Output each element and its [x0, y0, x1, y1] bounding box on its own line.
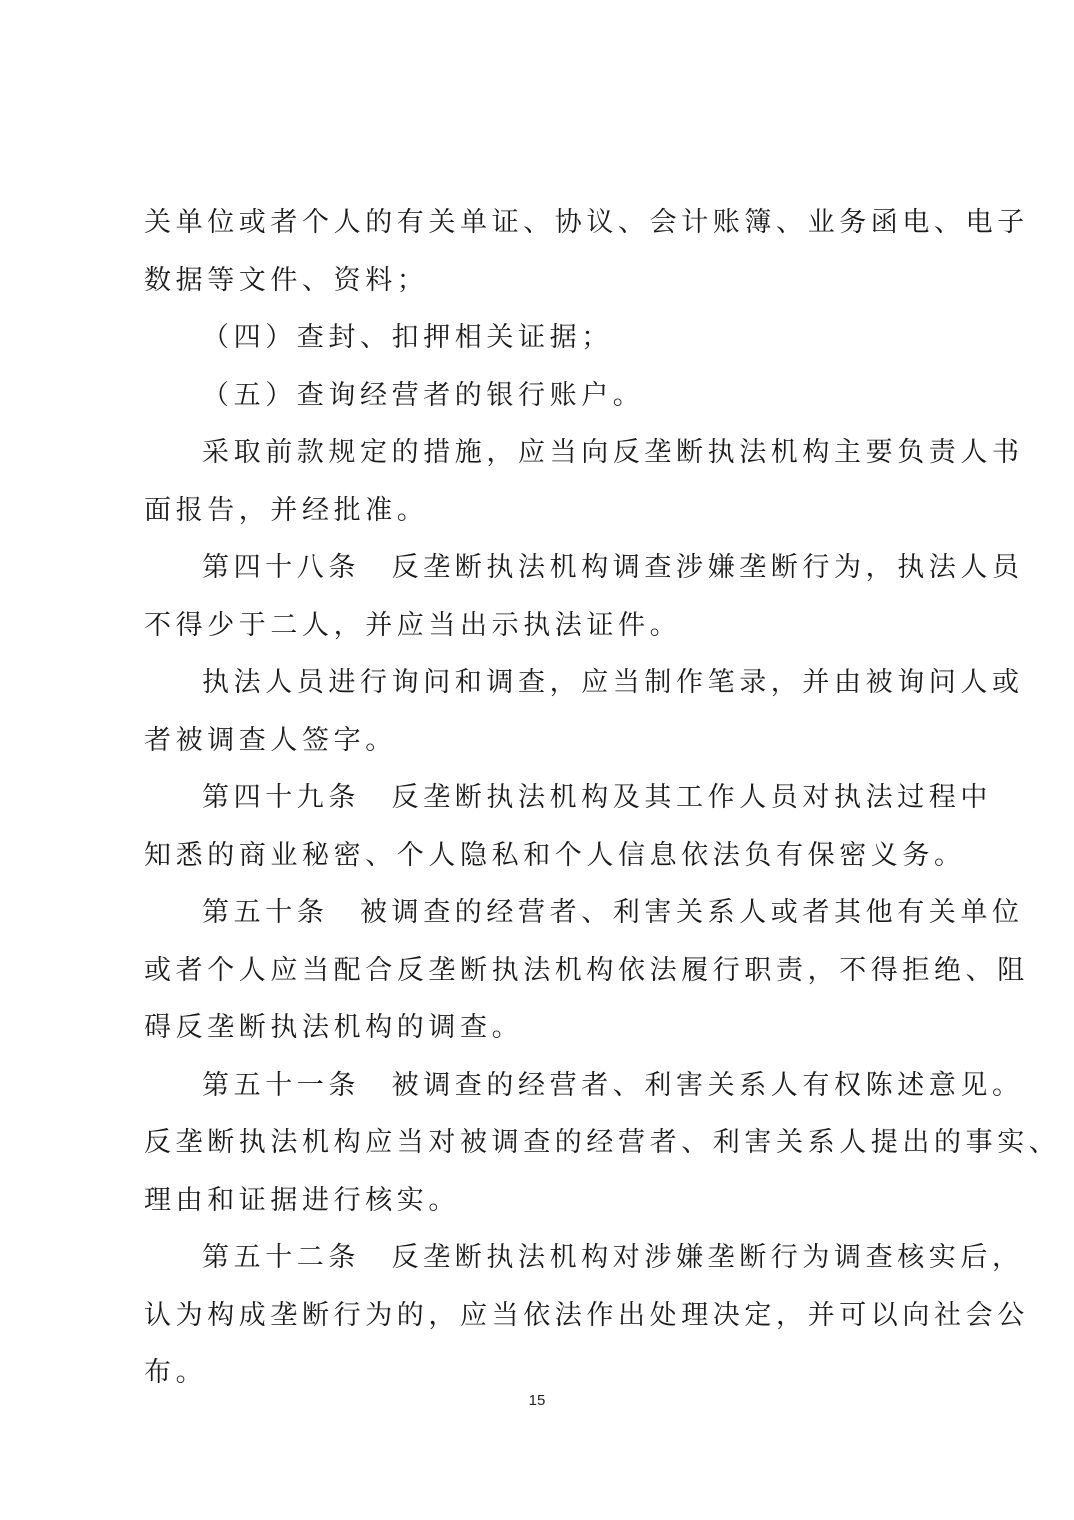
text-line-paragraph-start: 采取前款规定的措施，应当向反垄断执法机构主要负责人书 — [202, 437, 1024, 468]
article-51-start: 第五十一条 被调查的经营者、利害关系人有权陈述意见。 — [202, 1069, 1024, 1101]
article-48-start: 第四十八条 反垄断执法机构调查涉嫌垄断行为，执法人员 — [202, 552, 1024, 583]
text-line-continuation: 反垄断执法机构应当对被调查的经营者、利害关系人提出的事实、 — [144, 1127, 1061, 1158]
article-52-start: 第五十二条 反垄断执法机构对涉嫌垄断行为调查核实后， — [202, 1242, 1024, 1273]
text-line-continuation: 面报告，并经批准。 — [144, 494, 429, 526]
text-line-continuation: 关单位或者个人的有关单证、协议、会计账簿、业务函电、电子 — [144, 207, 1029, 238]
text-line-continuation: 或者个人应当配合反垄断执法机构依法履行职责，不得拒绝、阻 — [144, 954, 1029, 986]
text-line-continuation: 布。 — [144, 1357, 208, 1388]
text-line-continuation: 知悉的商业秘密、个人隐私和个人信息依法负有保密义务。 — [144, 839, 966, 871]
text-line-continuation: 者被调查人签字。 — [144, 724, 397, 756]
text-line-continuation: 数据等文件、资料； — [144, 264, 429, 296]
text-line-item-five: （五）查询经营者的银行账户。 — [202, 379, 645, 411]
text-line-continuation: 不得少于二人，并应当出示执法证件。 — [144, 609, 682, 641]
page-number: 15 — [528, 1392, 546, 1409]
text-line-continuation: 认为构成垄断行为的，应当依法作出处理决定，并可以向社会公 — [144, 1299, 1029, 1331]
text-line-paragraph-start: 执法人员进行询问和调查，应当制作笔录，并由被询问人或 — [202, 667, 1024, 698]
text-line-continuation: 碍反垄断执法机构的调查。 — [144, 1012, 524, 1043]
document-body — [144, 194, 1061, 1402]
text-line-item-four: （四）查封、扣押相关证据； — [202, 322, 613, 353]
text-line-continuation: 理由和证据进行核实。 — [144, 1184, 460, 1216]
article-49-start: 第四十九条 反垄断执法机构及其工作人员对执法过程中 — [202, 782, 992, 813]
article-50-start: 第五十条 被调查的经营者、利害关系人或者其他有关单位 — [202, 897, 1024, 928]
